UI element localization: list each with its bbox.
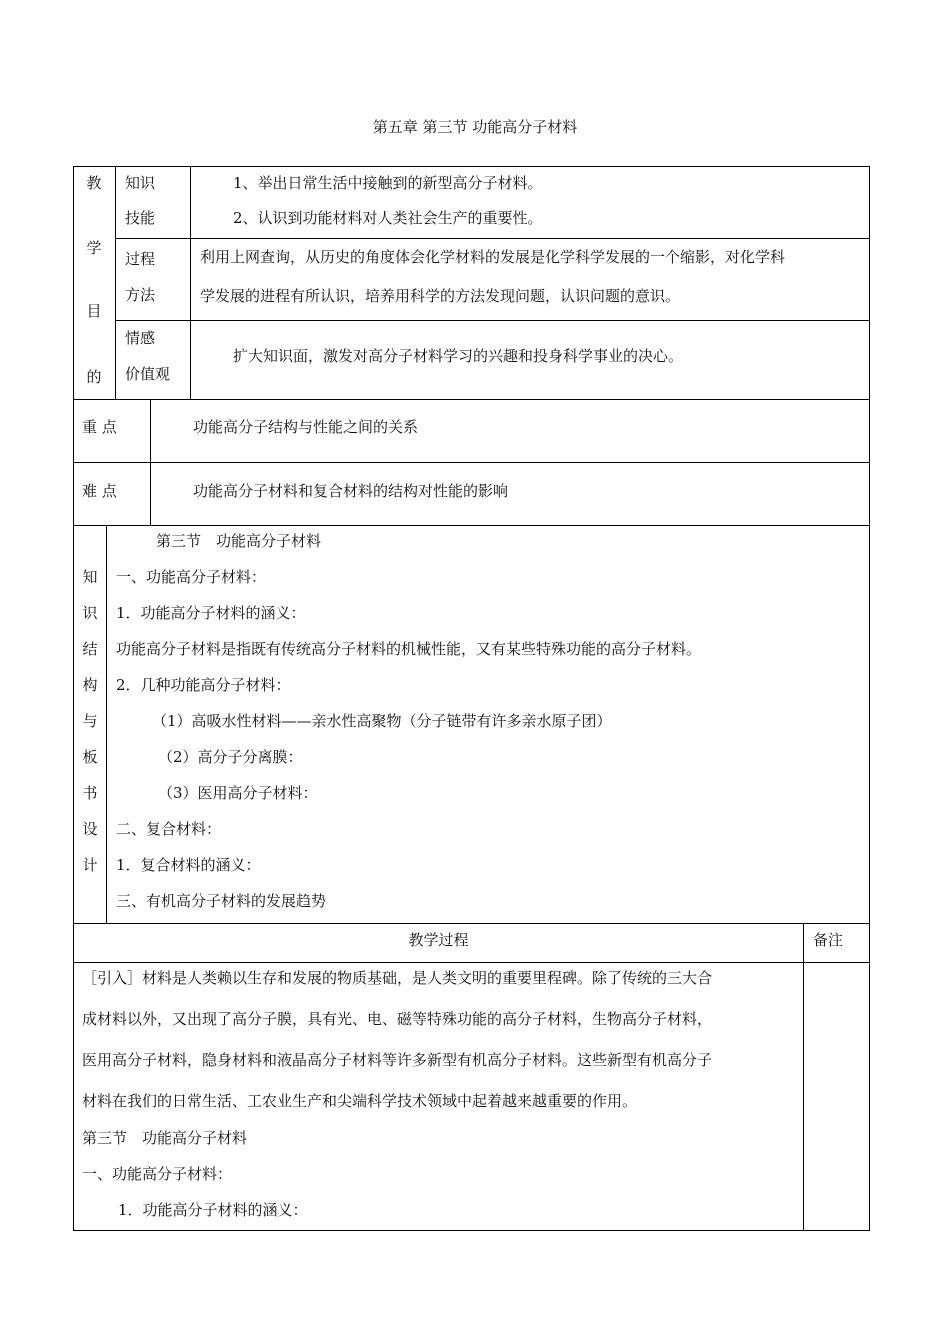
board-line: 功能高分子材料是指既有传统高分子材料的机械性能，又有某些特殊功能的高分子材料。	[116, 640, 702, 658]
board-line: 二、复合材料：	[116, 820, 222, 838]
side-char: 书	[82, 784, 98, 802]
emotion-line: 扩大知识面，激发对高分子材料学习的兴趣和投身科学事业的决心。	[233, 347, 684, 365]
process-text-line: 1．功能高分子材料的涵义：	[118, 1201, 308, 1219]
emotion-label: 情感	[125, 329, 156, 347]
difficulty-text: 功能高分子材料和复合材料的结构对性能的影响	[193, 482, 509, 500]
side-char: 学	[86, 239, 102, 257]
key-point-label: 重 点	[82, 418, 117, 436]
page-title: 第五章 第三节 功能高分子材料	[372, 118, 578, 136]
side-char: 设	[82, 820, 98, 838]
side-char: 与	[82, 712, 98, 730]
process-header: 教学过程	[408, 931, 469, 949]
difficulty-label: 难 点	[82, 482, 117, 500]
knowledge-line: 1、举出日常生活中接触到的新型高分子材料。	[233, 174, 543, 192]
process-label: 方法	[125, 286, 156, 304]
side-char: 构	[82, 676, 98, 694]
knowledge-line: 2、认识到功能材料对人类社会生产的重要性。	[233, 209, 543, 227]
board-line: （3）医用高分子材料：	[158, 784, 318, 802]
board-line: 1．复合材料的涵义：	[116, 856, 261, 874]
process-line: 学发展的进程有所认识，培养用科学的方法发现问题，认识问题的意识。	[200, 287, 681, 305]
process-text-line: ［引入］材料是人类赖以生存和发展的物质基础，是人类文明的重要里程碑。除了传统的三大合	[82, 969, 713, 987]
process-text-line: 成材料以外，又出现了高分子膜，具有光、电、磁等特殊功能的高分子材料，生物高分子材料，	[82, 1010, 713, 1028]
side-char: 的	[86, 368, 102, 386]
board-line: 第三节 功能高分子材料	[156, 532, 322, 550]
board-line: （2）高分子分离膜：	[158, 748, 303, 766]
process-text-line: 一、功能高分子材料：	[82, 1165, 233, 1183]
emotion-label: 价值观	[125, 365, 171, 383]
side-char: 知	[82, 568, 98, 586]
side-char: 识	[82, 604, 98, 622]
process-text-line: 医用高分子材料，隐身材料和液晶高分子材料等许多新型有机高分子材料。这些新型有机高分子	[82, 1051, 713, 1069]
knowledge-label: 知识	[125, 174, 156, 192]
board-line: 一、功能高分子材料：	[116, 568, 267, 586]
side-char: 结	[82, 640, 98, 658]
board-line: 1．功能高分子材料的涵义：	[116, 604, 306, 622]
side-char: 计	[82, 856, 98, 874]
board-line: 三、有机高分子材料的发展趋势	[116, 892, 327, 910]
key-point-text: 功能高分子结构与性能之间的关系	[193, 418, 419, 436]
board-line: 2．几种功能高分子材料：	[116, 676, 291, 694]
process-text-line: 第三节 功能高分子材料	[82, 1129, 248, 1147]
side-char: 教	[86, 174, 102, 192]
notes-header: 备注	[813, 931, 844, 949]
process-text-line: 材料在我们的日常生活、工农业生产和尖端科学技术领域中起着越来越重要的作用。	[82, 1092, 638, 1110]
board-line: （1）高吸水性材料——亲水性高聚物（分子链带有许多亲水原子团）	[152, 712, 612, 730]
process-label: 过程	[125, 250, 156, 268]
side-char: 目	[86, 302, 102, 320]
knowledge-label: 技能	[125, 209, 156, 227]
side-char: 板	[82, 748, 98, 766]
process-line: 利用上网查询，从历史的角度体会化学材料的发展是化学科学发展的一个缩影，对化学科	[200, 248, 786, 266]
